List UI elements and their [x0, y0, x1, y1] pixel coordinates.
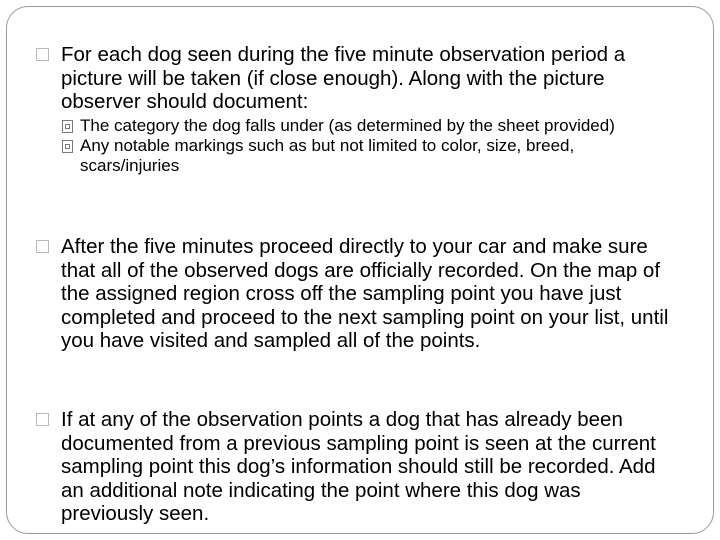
- sub-bullet-1-text: The category the dog falls under (as determined by the sheet provided): [80, 115, 615, 135]
- bullet-1-item: [36, 43, 676, 114]
- bullet-marker-icon: [36, 240, 49, 253]
- bullet-3-text: If at any of the observation points a dog that has already been documented from a previous sampling point is seen at the current sampling point this dog’s information should still be recorded. Add an additional note indicating the point where this dog was previously seen.: [61, 408, 656, 525]
- bullet-2: [36, 235, 676, 353]
- bullet-2-text: After the five minutes proceed directly to your car and make sure that all of the observed dogs are officially recorded. On the map of the assigned region cross off the sampling point you have just completed and proceed to the next sampling point on your list, until you have visited and sampled all of the points.: [61, 235, 669, 352]
- bullet-3-item: [36, 408, 676, 526]
- sub-bullet-2: [36, 136, 676, 176]
- sub-bullet-marker-icon: [62, 120, 73, 133]
- bullet-marker-icon: [36, 413, 49, 426]
- bullet-2-item: [36, 235, 676, 353]
- sub-bullet-1: [36, 116, 676, 136]
- bullet-3: [36, 408, 676, 526]
- bullet-marker-icon: [36, 48, 49, 61]
- sub-bullet-2-text: Any notable markings such as but not limited to color, size, breed, scars/injuries: [80, 135, 575, 175]
- sub-bullet-marker-icon: [62, 140, 73, 153]
- bullet-1: [36, 43, 676, 176]
- bullet-1-sub-list: [36, 116, 676, 176]
- bullet-1-text: For each dog seen during the five minute observation period a picture will be taken (if close enough). Along with the picture observer should document:: [61, 43, 626, 113]
